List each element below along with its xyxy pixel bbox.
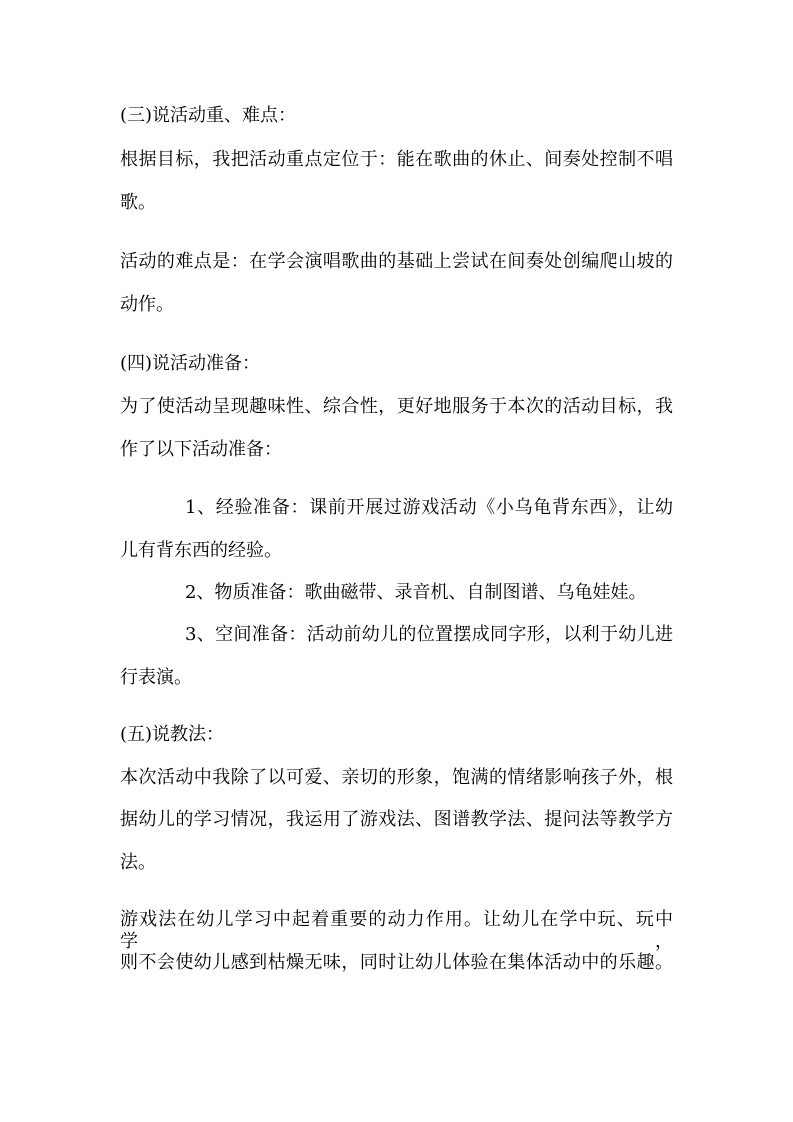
section-heading-5: (五)说教法：	[120, 724, 225, 745]
list-item-line: 3、空间准备：活动前幼儿的位置摆成同字形，以利于幼儿进	[185, 624, 673, 645]
paragraph-line: 据幼儿的学习情况，我运用了游戏法、图谱教学法、提问法等教学方	[120, 809, 673, 830]
paragraph-line: 游戏法在幼儿学习中起着重要的动力作用。让幼儿在学中玩、玩中学，	[120, 909, 673, 952]
paragraph-line: 作了以下活动准备：	[120, 439, 282, 460]
paragraph-line: 活动的难点是：在学会演唱歌曲的基础上尝试在间奏处创编爬山坡的	[120, 251, 673, 272]
list-item-line: 2、物质准备：歌曲磁带、录音机、自制图谱、乌龟娃娃。	[185, 582, 647, 603]
paragraph-line: 法。	[120, 852, 156, 873]
list-item-line: 儿有背东西的经验。	[120, 540, 282, 561]
list-item-line: 行表演。	[120, 667, 192, 688]
paragraph-line: 则不会使幼儿感到枯燥无味，同时让幼儿体验在集体活动中的乐趣。	[120, 952, 673, 973]
paragraph-line: 动作。	[120, 294, 174, 315]
section-heading-4: (四)说活动准备：	[120, 353, 261, 374]
paragraph-line: 根据目标，我把活动重点定位于：能在歌曲的休止、间奏处控制不唱	[120, 149, 673, 170]
paragraph-line: 本次活动中我除了以可爱、亲切的形象，饱满的情绪影响孩子外，根	[120, 767, 673, 788]
paragraph-line: 为了使活动呈现趣味性、综合性，更好地服务于本次的活动目标，我	[120, 396, 673, 417]
paragraph-line: 歌。	[120, 192, 156, 213]
section-heading-3: (三)说活动重、难点：	[120, 105, 297, 126]
list-item-line: 1、经验准备：课前开展过游戏活动《小乌龟背东西》，让幼	[185, 497, 673, 518]
